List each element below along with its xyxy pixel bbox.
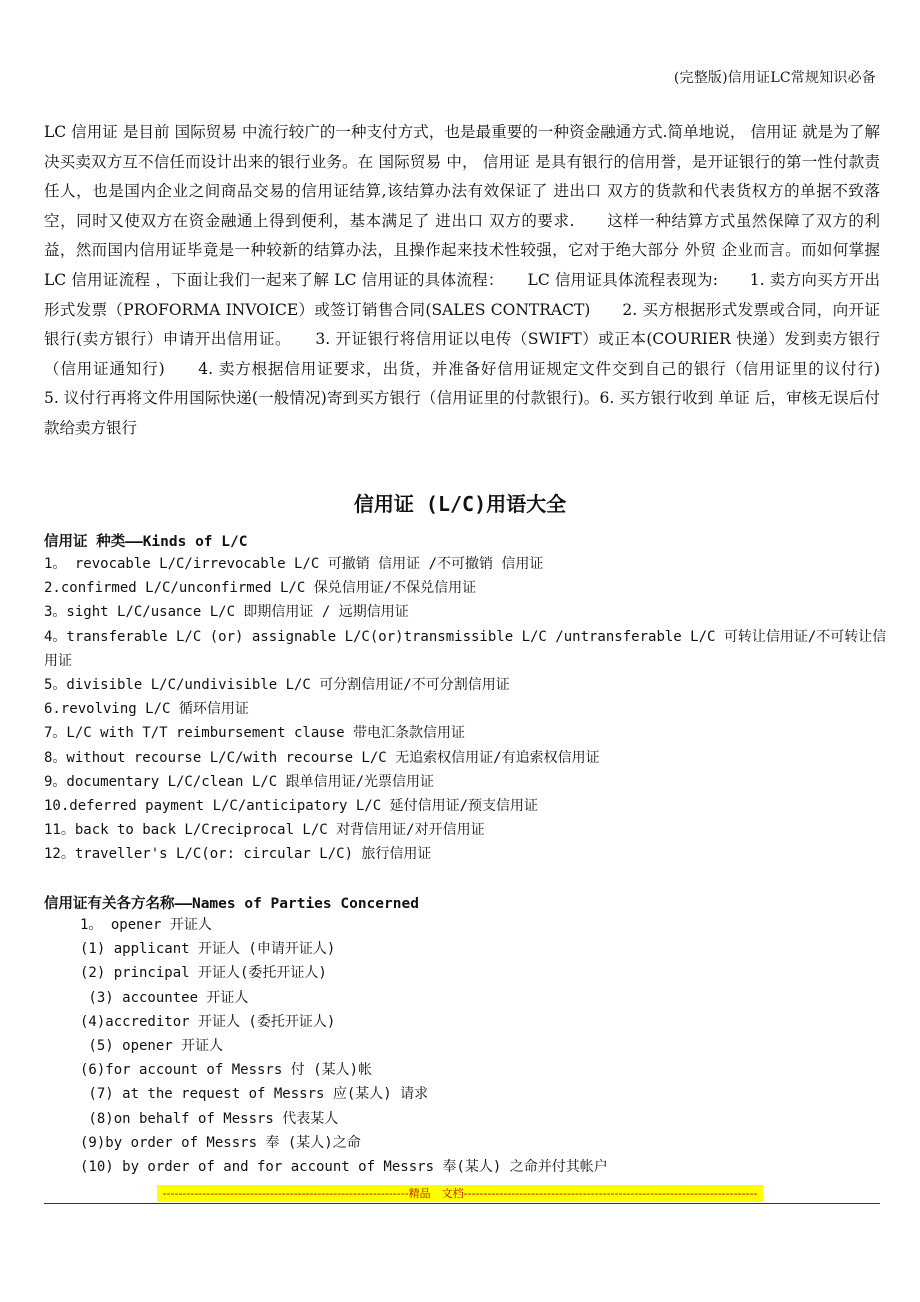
list-item: 7。L/C with T/T reimbursement clause 带电汇条款信用证: [44, 725, 466, 742]
list-item: 11。back to back L/Creciprocal L/C 对背信用证/对开信用证: [44, 822, 485, 839]
list-item: (8)on behalf of Messrs 代表某人: [80, 1110, 339, 1127]
list-item: 8。without recourse L/C/with recourse L/C 无追索权信用证/有追索权信用证: [44, 749, 600, 766]
list-item: (9)by order of Messrs 奉 (某人)之命: [80, 1134, 361, 1151]
section-title: 信用证 (L/C)用语大全: [353, 492, 567, 516]
list-item: 9。documentary L/C/clean L/C 跟单信用证/光票信用证: [44, 773, 435, 790]
parties-list: [80, 913, 920, 1179]
list-item: 5。divisible L/C/undivisible L/C 可分割信用证/不可分割信用证: [44, 677, 510, 694]
list-item: 1。 revocable L/C/irrevocable L/C 可撤销 信用证 /不可撤销 信用证: [44, 556, 544, 572]
list-item: 6.revolving L/C 循环信用证: [44, 701, 249, 718]
list-item: (2) principal 开证人(委托开证人): [80, 965, 327, 982]
list-item: 4。transferable L/C (or) assignable L/C(or)transmissible L/C /untransferable L/C 可转让信用证/不可转让信用证: [44, 628, 887, 669]
list-item: (5) opener 开证人: [80, 1038, 224, 1055]
intro-paragraph: LC 信用证 是目前 国际贸易 中流行较广的一种支付方式，也是最重要的一种资金融通方式.简单地说， 信用证 就是为了解决买卖双方互不信任而设计出来的银行业务。在 国际贸易 中， 信用证 是具有银行的信用誉，是开证银行的第一性付款责任人，也是国内企业之间商品交易的信用证结算,该结算办法有效保证了 进出口 双方的货款和代表货权方的单据不致落空，同时又使双方在资金融通上得到便利，基本满足了 进出口 双方的要求. 这样一种结算方式虽然保障了双方的利益，然而国内信用证毕竟是一种较新的结算办法，且操作起来技术性较强，它对于绝大部分 外贸 企业而言。而如何掌握 LC 信用证流程 ，下面让我们一起来了解 LC 信用证的具体流程： LC 信用证具体流程表现为: 1. 卖方向买方开出形式发票（PROFORMA INVOICE）或签订销售合同(SALES CONTRACT) 2. 买方根据形式发票或合同，向开证银行(卖方银行）申请开出信用证。 3. 开证银行将信用证以电传（SWIFT）或正本(COURIER 快递）发到卖方银行（信用证通知行) 4. 卖方根据信用证要求，出货，并准备好信用证规定文件交到自己的银行（信用证里的议付行) 5. 议付行再将文件用国际快递(一般情况)寄到买方银行（信用证里的付款银行)。6. 买方银行收到 单证 后，审核无误后付款给卖方银行: [44, 123, 912, 437]
parties-heading: 信用证有关各方名称——Names of Parties Concerned: [44, 896, 419, 912]
list-item: 10.deferred payment L/C/anticipatory L/C 延付信用证/预支信用证: [44, 798, 539, 815]
kinds-list: [44, 552, 894, 867]
footer-divider: [44, 1203, 880, 1204]
list-item: (7) at the request of Messrs 应(某人) 请求: [80, 1086, 429, 1103]
list-item: 2.confirmed L/C/unconfirmed L/C 保兑信用证/不保兑信用证: [44, 580, 477, 597]
list-item: (6)for account of Messrs 付 (某人)帐: [80, 1062, 373, 1079]
list-item: (3) accountee 开证人: [80, 989, 249, 1006]
kinds-heading: 信用证 种类——Kinds of L/C: [44, 534, 248, 550]
list-item: 1。 opener 开证人: [80, 917, 212, 933]
list-item: 3。sight L/C/usance L/C 即期信用证 / 远期信用证: [44, 604, 409, 621]
document-header-title: (完整版)信用证LC常规知识必备: [673, 70, 876, 86]
list-item: (4)accreditor 开证人 (委托开证人): [80, 1013, 336, 1030]
list-item: (1) applicant 开证人 (申请开证人): [80, 941, 336, 958]
list-item: (10) by order of and for account of Messrs 奉(某人) 之命并付其帐户: [80, 1159, 608, 1176]
list-item: 12。traveller's L/C(or: circular L/C) 旅行信用证: [44, 846, 432, 863]
footer-banner: --------------------------------------------------------------精品 文档--------------------------------------------------------------------------: [157, 1185, 763, 1202]
